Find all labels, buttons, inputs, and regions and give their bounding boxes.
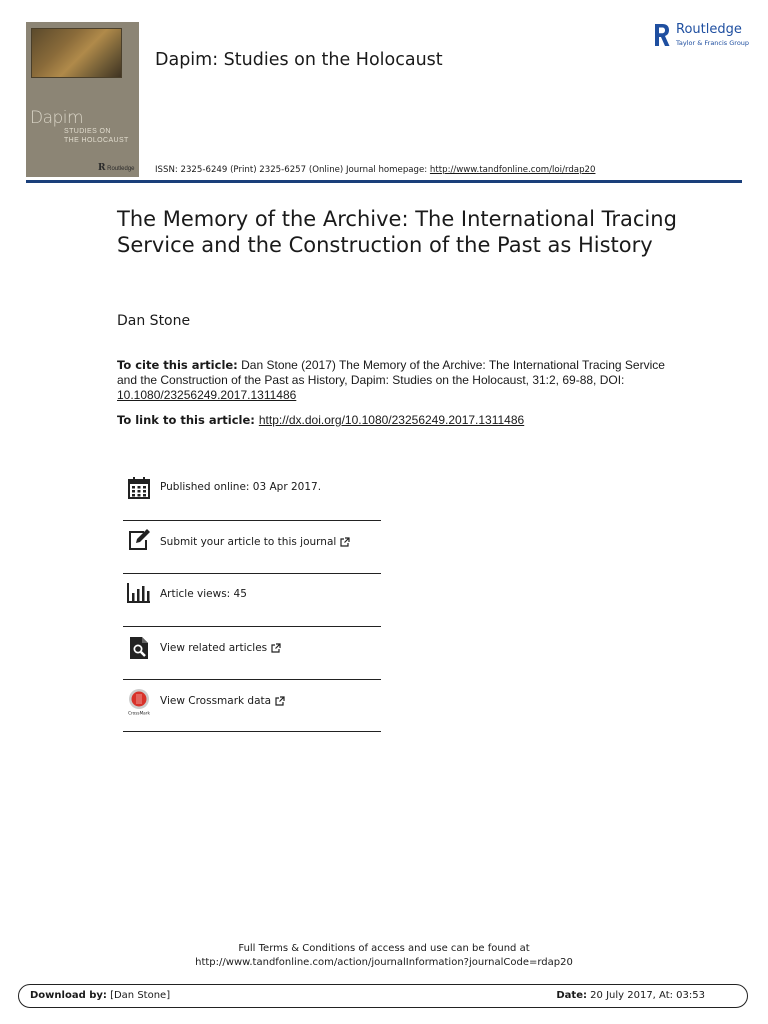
external-link-icon bbox=[275, 696, 285, 706]
row-divider bbox=[123, 520, 381, 521]
view-related-articles-link[interactable] bbox=[160, 642, 281, 654]
cover-subtitle-line1: STUDIES ON bbox=[64, 128, 111, 135]
published-row bbox=[123, 469, 381, 521]
cover-title: Dapim bbox=[30, 108, 84, 128]
cover-artwork bbox=[31, 28, 122, 78]
row-divider bbox=[123, 731, 381, 732]
article-doi-link[interactable]: http://dx.doi.org/10.1080/23256249.2017.1311486 bbox=[258, 413, 525, 427]
article-views-row bbox=[123, 575, 381, 627]
download-by-value: [Dan Stone] bbox=[106, 990, 171, 1001]
cover-publisher-name: Routledge bbox=[107, 166, 135, 172]
bar-chart-icon bbox=[127, 581, 151, 605]
download-by bbox=[30, 990, 170, 1001]
download-info-bar bbox=[18, 984, 748, 1008]
article-title: The Memory of the Archive: The International Tracing Service and the Construction of the Past as History bbox=[117, 207, 677, 257]
download-date bbox=[556, 990, 705, 1001]
terms-url[interactable]: http://www.tandfonline.com/action/journalInformation?journalCode=rdap20 bbox=[195, 957, 573, 968]
journal-homepage-link[interactable]: http://www.tandfonline.com/loi/rdap20 bbox=[429, 165, 596, 175]
cover-subtitle-line2: THE HOLOCAUST bbox=[64, 137, 129, 144]
journal-cover-image bbox=[26, 22, 139, 177]
submit-article-row[interactable] bbox=[123, 522, 381, 574]
cite-label: To cite this article: bbox=[117, 358, 238, 372]
external-link-icon bbox=[271, 643, 281, 653]
calendar-icon bbox=[127, 476, 151, 500]
taylor-francis-group: Taylor & Francis Group bbox=[676, 39, 750, 47]
routledge-r-icon bbox=[654, 22, 670, 48]
published-date: Published online: 03 Apr 2017. bbox=[160, 481, 322, 493]
view-related-articles-label: View related articles bbox=[160, 642, 268, 654]
document-search-icon bbox=[127, 636, 151, 660]
article-views: Article views: 45 bbox=[160, 588, 247, 600]
header-divider bbox=[26, 180, 742, 183]
routledge-logo[interactable] bbox=[654, 22, 750, 50]
cover-publisher-logo: R Routledge bbox=[98, 163, 135, 173]
issn-text: ISSN: 2325-6249 (Print) 2325-6257 (Online) Journal homepage: bbox=[155, 165, 430, 175]
download-date-value: 20 July 2017, At: 03:53 bbox=[586, 990, 705, 1001]
cite-doi-link[interactable]: 10.1080/23256249.2017.1311486 bbox=[117, 388, 297, 402]
edit-icon bbox=[127, 528, 151, 552]
terms-line-1: Full Terms & Conditions of access and use can be found at bbox=[238, 943, 530, 954]
external-link-icon bbox=[340, 537, 350, 547]
journal-title: Dapim: Studies on the Holocaust bbox=[155, 50, 443, 70]
issn-line bbox=[155, 165, 595, 175]
download-date-label: Date: bbox=[556, 990, 587, 1001]
routledge-name: Routledge bbox=[676, 22, 742, 37]
article-author: Dan Stone bbox=[117, 313, 191, 329]
related-articles-row[interactable] bbox=[123, 628, 381, 680]
article-link-block bbox=[117, 413, 677, 427]
crossmark-row[interactable] bbox=[123, 680, 381, 732]
download-by-label: Download by: bbox=[30, 990, 107, 1001]
submit-article-label: Submit your article to this journal bbox=[160, 536, 337, 548]
view-crossmark-label: View Crossmark data bbox=[160, 695, 272, 707]
submit-article-link[interactable] bbox=[160, 536, 350, 548]
citation-block bbox=[117, 358, 677, 403]
crossmark-icon bbox=[125, 688, 153, 716]
cite-text: Dan Stone (2017) The Memory of the Archive: The International Tracing Service and the Construction of the Past as History, Dapim: Studies on the Holocaust, 31:2, 69-88, DOI: bbox=[117, 358, 665, 387]
row-divider bbox=[123, 626, 381, 627]
crossmark-icon-label: CrossMark bbox=[128, 710, 150, 716]
row-divider bbox=[123, 573, 381, 574]
link-label: To link to this article: bbox=[117, 413, 255, 427]
view-crossmark-link[interactable] bbox=[160, 695, 285, 707]
